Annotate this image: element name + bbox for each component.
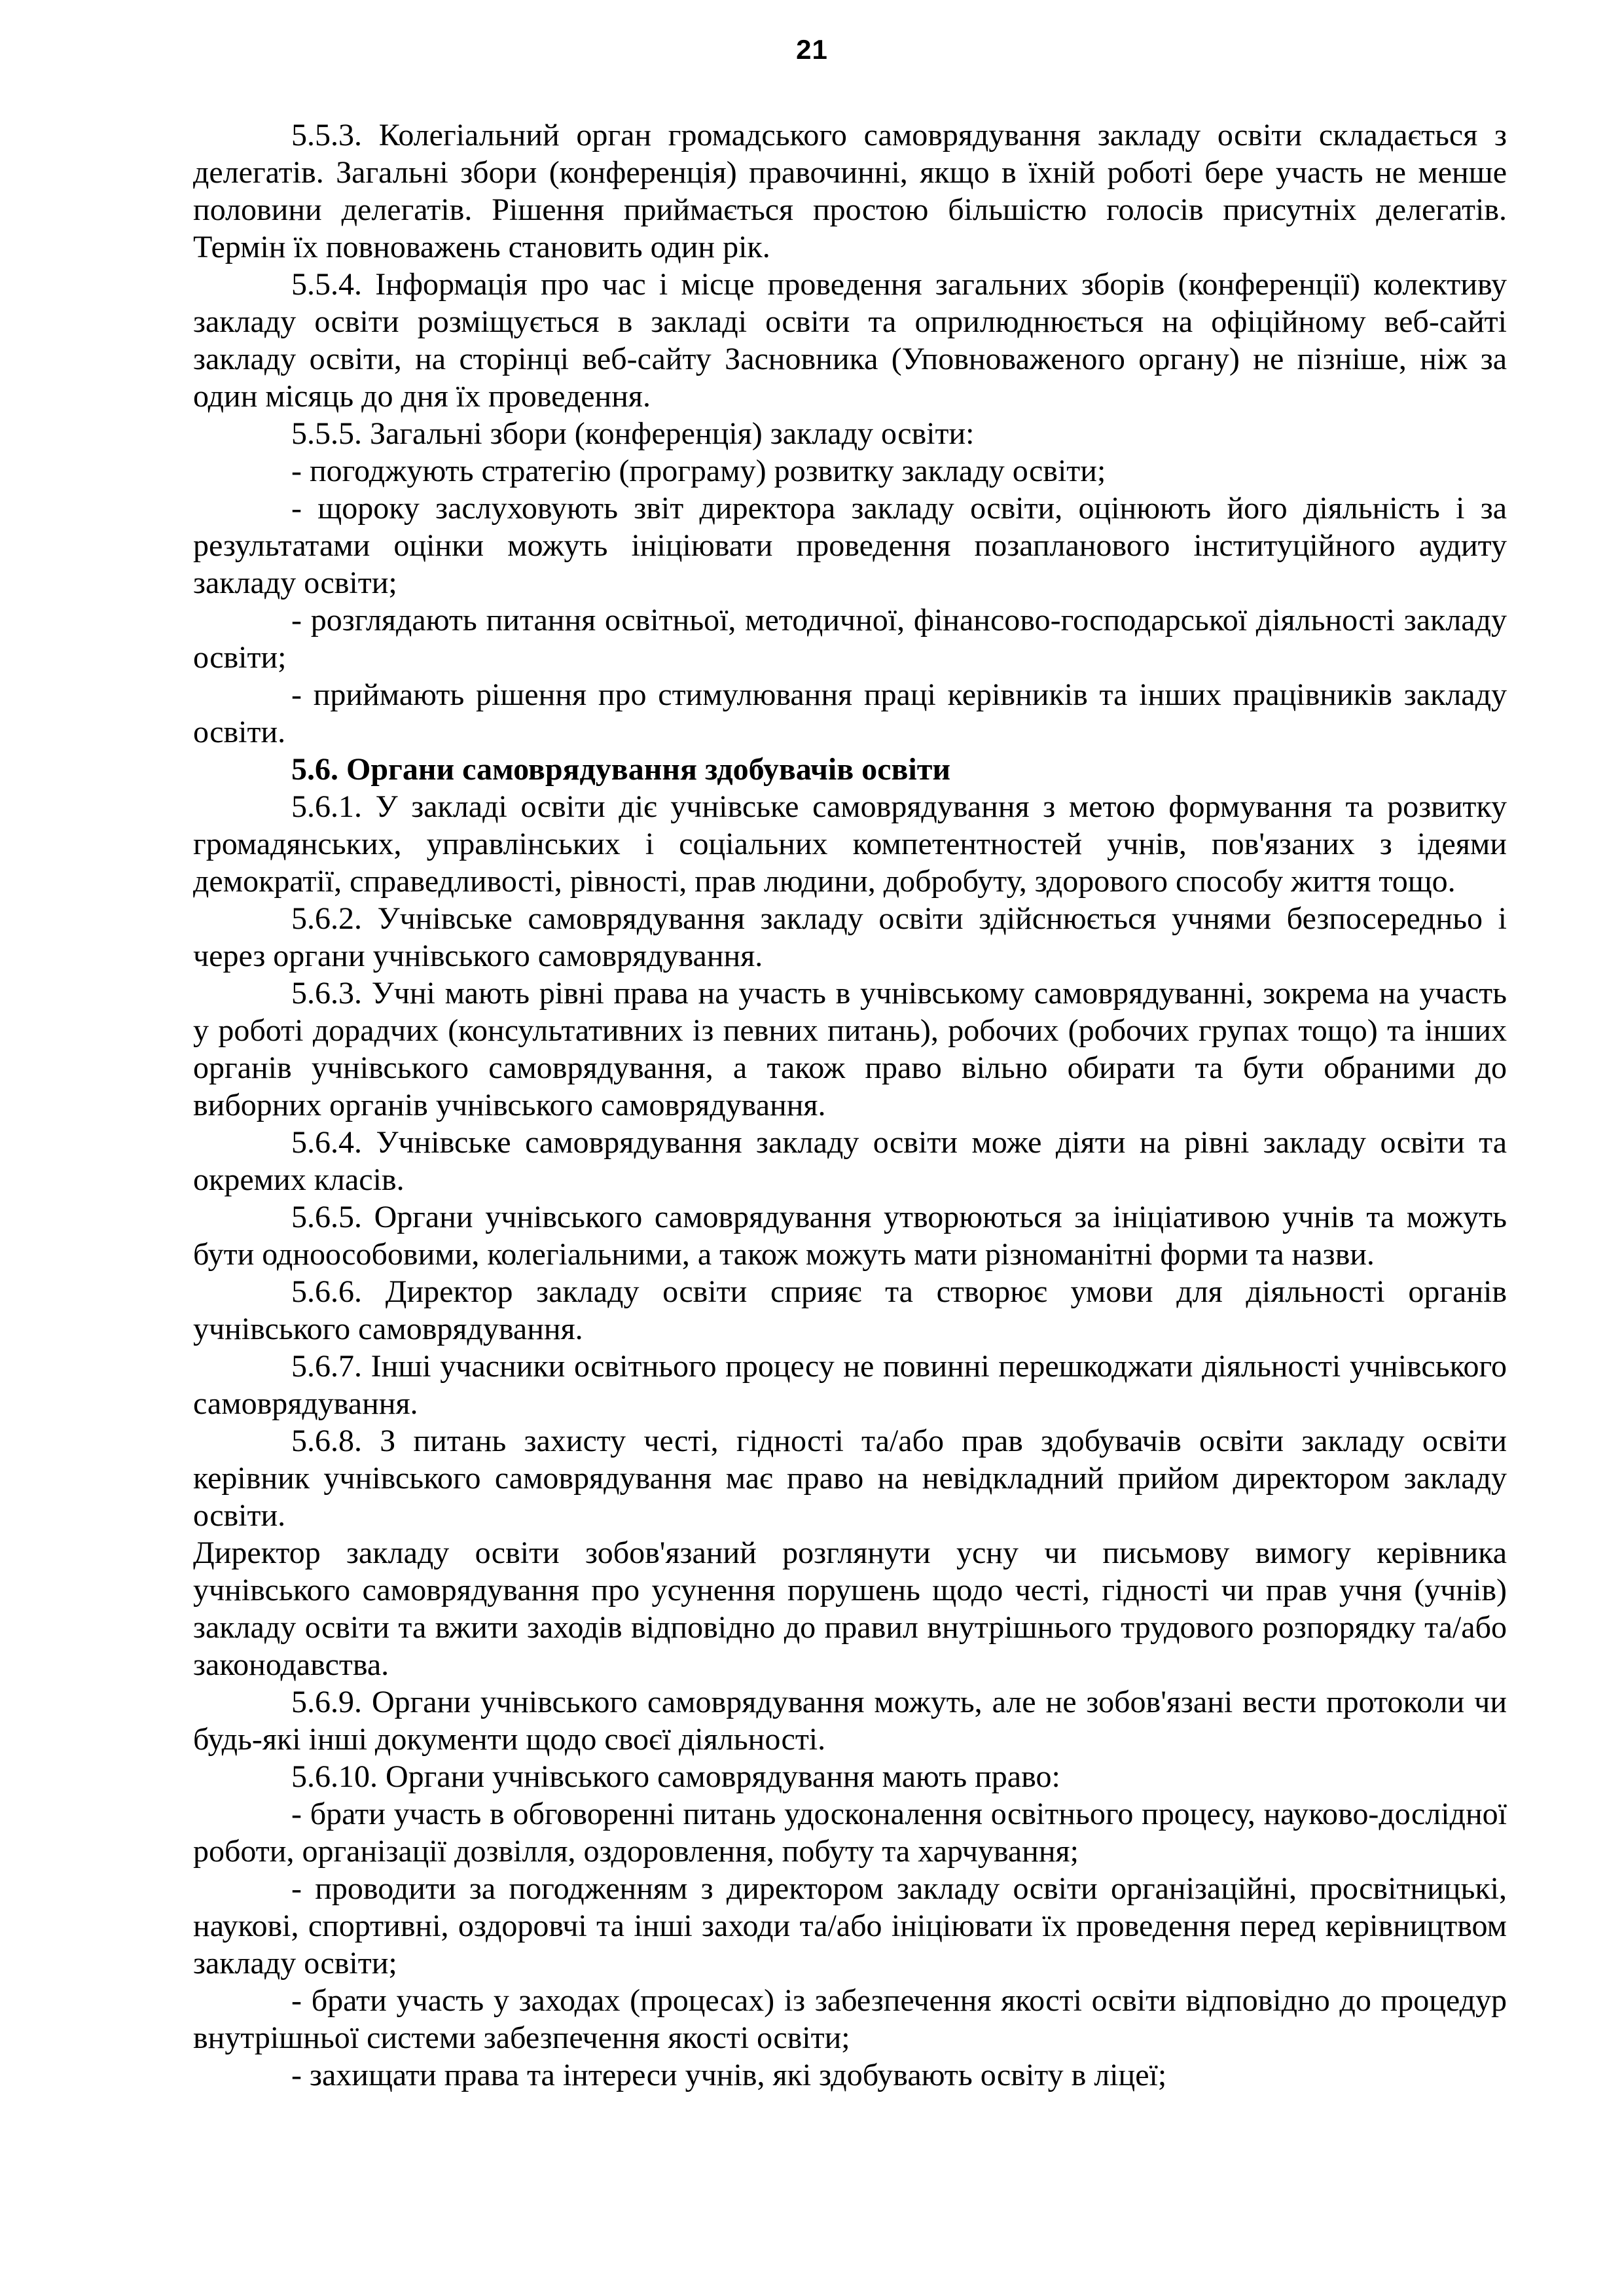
para-5-6-6: 5.6.6. Директор закладу освіти сприяє та створює умови для діяльності органів учнівського самоврядування. — [193, 1274, 1507, 1346]
para-5-6-8: 5.6.8. З питань захисту честі, гідності та/або прав здобувачів освіти закладу освіти керівник учнівського самоврядування має право на невідкладний прийом директором закладу освіти. — [193, 1424, 1507, 1533]
para-5-6-10-item-2: - проводити за погодженням з директором закладу освіти організаційні, просвітницькі, наукові, спортивні, оздоровчі та інші заходи та/або ініціювати їх проведення перед керівництвом закладу освіти; — [193, 1871, 1507, 1981]
para-5-6-9: 5.6.9. Органи учнівського самоврядування можуть, але не зобов'язані вести протоколи чи будь-які інші документи щодо своєї діяльності. — [193, 1685, 1507, 1757]
para-5-6-1: 5.6.1. У закладі освіти діє учнівське самоврядування з метою формування та розвитку громадянських, управлінських і соціальних компетентностей учнів, пов'язаних з ідеями демократії, справедливості, рівності, прав людини, добробуту, здорового способу життя тощо. — [193, 789, 1507, 899]
para-5-6-2: 5.6.2. Учнівське самоврядування закладу освіти здійснюється учнями безпосередньо і через органи учнівського самоврядування. — [193, 901, 1507, 973]
para-5-5-5-item-1: - погоджують стратегію (програму) розвитку закладу освіти; — [291, 454, 1106, 488]
para-5-6-10: 5.6.10. Органи учнівського самоврядування мають право: — [291, 1759, 1060, 1794]
para-5-5-5-item-3: - розглядають питання освітньої, методичної, фінансово-господарської діяльності закладу освіти; — [193, 603, 1507, 675]
para-5-6-10-item-1: - брати участь в обговоренні питань удосконалення освітнього процесу, науково-дослідної роботи, організації дозвілля, оздоровлення, побуту та харчування; — [193, 1797, 1507, 1869]
para-5-6-5: 5.6.5. Органи учнівського самоврядування утворюються за ініціативою учнів та можуть бути одноособовими, колегіальними, а також можуть мати різноманітні форми та назви. — [193, 1200, 1507, 1272]
heading-5-6: 5.6. Органи самоврядування здобувачів освіти — [291, 752, 950, 787]
para-5-6-3: 5.6.3. Учні мають рівні права на участь в учнівському самоврядуванні, зокрема на участь у роботі дорадчих (консультативних із певних питань), робочих (робочих групах тощо) та інших органів учнівського самоврядування, а також право вільно обирати та бути обраними до виборних органів учнівського самоврядування. — [193, 976, 1507, 1122]
para-5-5-5: 5.5.5. Загальні збори (конференція) закладу освіти: — [291, 416, 975, 451]
para-5-6-10-item-4: - захищати права та інтереси учнів, які здобувають освіту в ліцеї; — [291, 2058, 1167, 2092]
para-5-6-8-continued: Директор закладу освіти зобов'язаний розглянути усну чи письмову вимогу керівника учнівського самоврядування про усунення порушень щодо честі, гідності чи прав учня (учнів) закладу освіти та вжити заходів відповідно до правил внутрішнього трудового розпорядку та/або законодавства. — [193, 1535, 1507, 1682]
para-5-5-3: 5.5.3. Колегіальний орган громадського самоврядування закладу освіти складається з делегатів. Загальні збори (конференція) правочинні, якщо в їхній роботі бере участь не менше половини делегатів. Рішення приймається простою більшістю голосів присутніх делегатів. Термін їх повноважень становить один рік. — [193, 118, 1507, 264]
para-5-5-5-item-2: - щороку заслуховують звіт директора закладу освіти, оцінюють його діяльність і за результатами оцінки можуть ініціювати проведення позапланового інституційного аудиту закладу освіти; — [193, 491, 1507, 600]
document-body — [193, 117, 1507, 2094]
para-5-5-5-item-4: - приймають рішення про стимулювання праці керівників та інших працівників закладу освіти. — [193, 677, 1507, 749]
page-number: 21 — [796, 34, 828, 65]
para-5-5-4: 5.5.4. Інформація про час і місце проведення загальних зборів (конференції) колективу закладу освіти розміщується в закладі освіти та оприлюднюється на офіційному веб-сайті закладу освіти, на сторінці веб-сайту Засновника (Уповноваженого органу) не пізніше, ніж за один місяць до дня їх проведення. — [193, 267, 1507, 414]
para-5-6-7: 5.6.7. Інші учасники освітнього процесу не повинні перешкоджати діяльності учнівського самоврядування. — [193, 1349, 1507, 1421]
para-5-6-10-item-3: - брати участь у заходах (процесах) із забезпечення якості освіти відповідно до процедур внутрішньої системи забезпечення якості освіти; — [193, 1983, 1507, 2055]
para-5-6-4: 5.6.4. Учнівське самоврядування закладу освіти може діяти на рівні закладу освіти та окремих класів. — [193, 1125, 1507, 1197]
